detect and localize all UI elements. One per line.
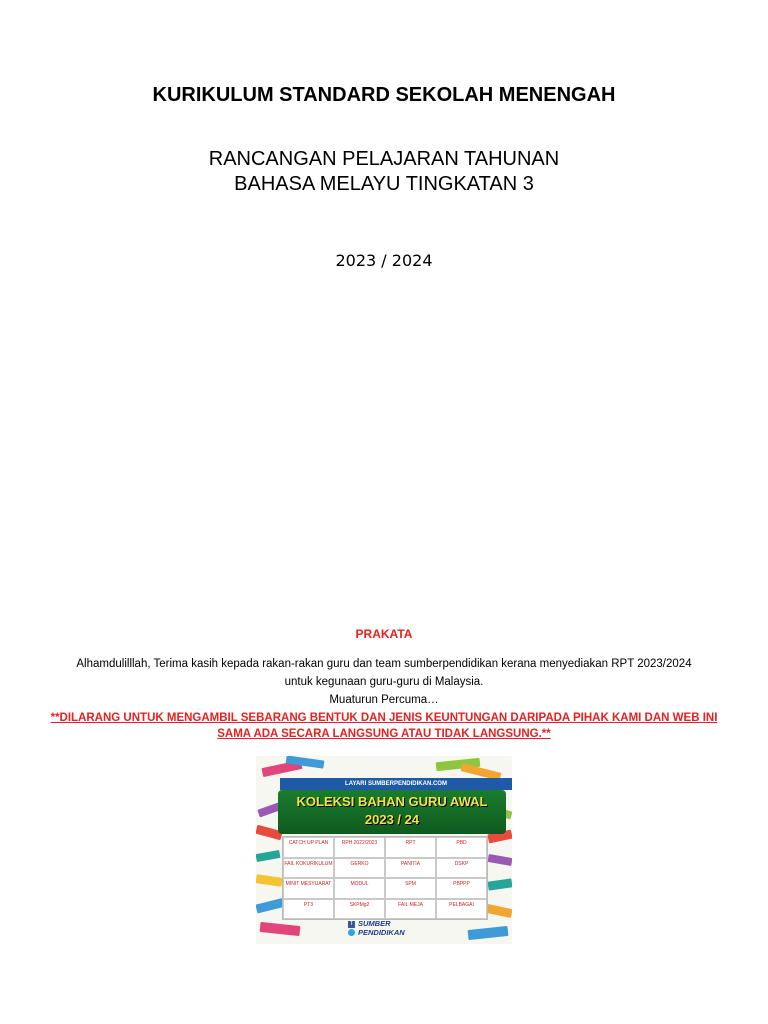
warning-line-2: SAMA ADA SECARA LANGSUNG ATAU TIDAK LANGSUNG.** (217, 728, 551, 740)
subtitle-line-2: BAHASA MELAYU TINGKATAN 3 (234, 173, 534, 195)
logo-text-line-1: SUMBER (358, 919, 391, 928)
document-title: KURIKULUM STANDARD SEKOLAH MENENGAH (152, 84, 616, 106)
telegram-icon (348, 929, 355, 936)
prakata-line-1: Alhamdulilllah, Terima kasih kepada rakan-rakan guru dan team sumberpendidikan kerana menyediakan RPT 2023/2024 (76, 658, 692, 670)
poster-title: KOLEKSI BAHAN GURU AWAL (296, 794, 488, 809)
poster-grid-cell: DSKP (436, 858, 487, 879)
poster-grid-cell: FAIL MEJA (385, 899, 436, 920)
poster-grid-cell: GERKO (334, 858, 385, 879)
poster-grid-cell: MINIT MESYUARAT (283, 878, 334, 899)
poster-grid-cell: RPT (385, 837, 436, 858)
poster-grid-cell: FAIL KOKURIKULUM (283, 858, 334, 879)
poster-grid-cell: PANITIA (385, 858, 436, 879)
poster-grid-cell: PELBAGAI (436, 899, 487, 920)
poster-grid-cell: SKPMg2 (334, 899, 385, 920)
logo-text (358, 919, 405, 937)
poster-banner (278, 790, 506, 834)
document-year: 2023 / 2024 (335, 251, 433, 270)
logo-text-line-2: PENDIDIKAN (358, 928, 405, 937)
document-subtitle (0, 147, 768, 197)
poster-grid-cell: SPM (385, 878, 436, 899)
prakata-warning (40, 710, 728, 742)
poster-url-bar: LAYARI SUMBERPENDIDIKAN.COM (280, 778, 512, 790)
warning-line-1: **DILARANG UNTUK MENGAMBIL SEBARANG BENTUK DAN JENIS KEUNTUNGAN DARIPADA PIHAK KAMI DAN WEB INI (50, 712, 718, 724)
facebook-icon: f (348, 921, 355, 928)
poster-year: 2023 / 24 (364, 812, 420, 827)
poster-grid-cell: RPH 2022/2023 (334, 837, 385, 858)
subtitle-line-1: RANCANGAN PELAJARAN TAHUNAN (208, 148, 560, 170)
poster-grid (282, 836, 488, 920)
poster-grid-cell: MODUL (334, 878, 385, 899)
promo-poster-image (256, 756, 512, 944)
poster-grid-cell: PT3 (283, 899, 334, 920)
prakata-line-3: Muaturun Percuma… (329, 694, 439, 706)
poster-grid-cell: PBD (436, 837, 487, 858)
poster-grid-cell: CATCH UP PLAN (283, 837, 334, 858)
prakata-heading: PRAKATA (355, 627, 413, 641)
prakata-body (40, 655, 728, 709)
sumber-pendidikan-logo (348, 919, 428, 937)
prakata-line-2: untuk kegunaan guru-guru di Malaysia. (284, 676, 484, 688)
poster-grid-cell: PBPPP (436, 878, 487, 899)
